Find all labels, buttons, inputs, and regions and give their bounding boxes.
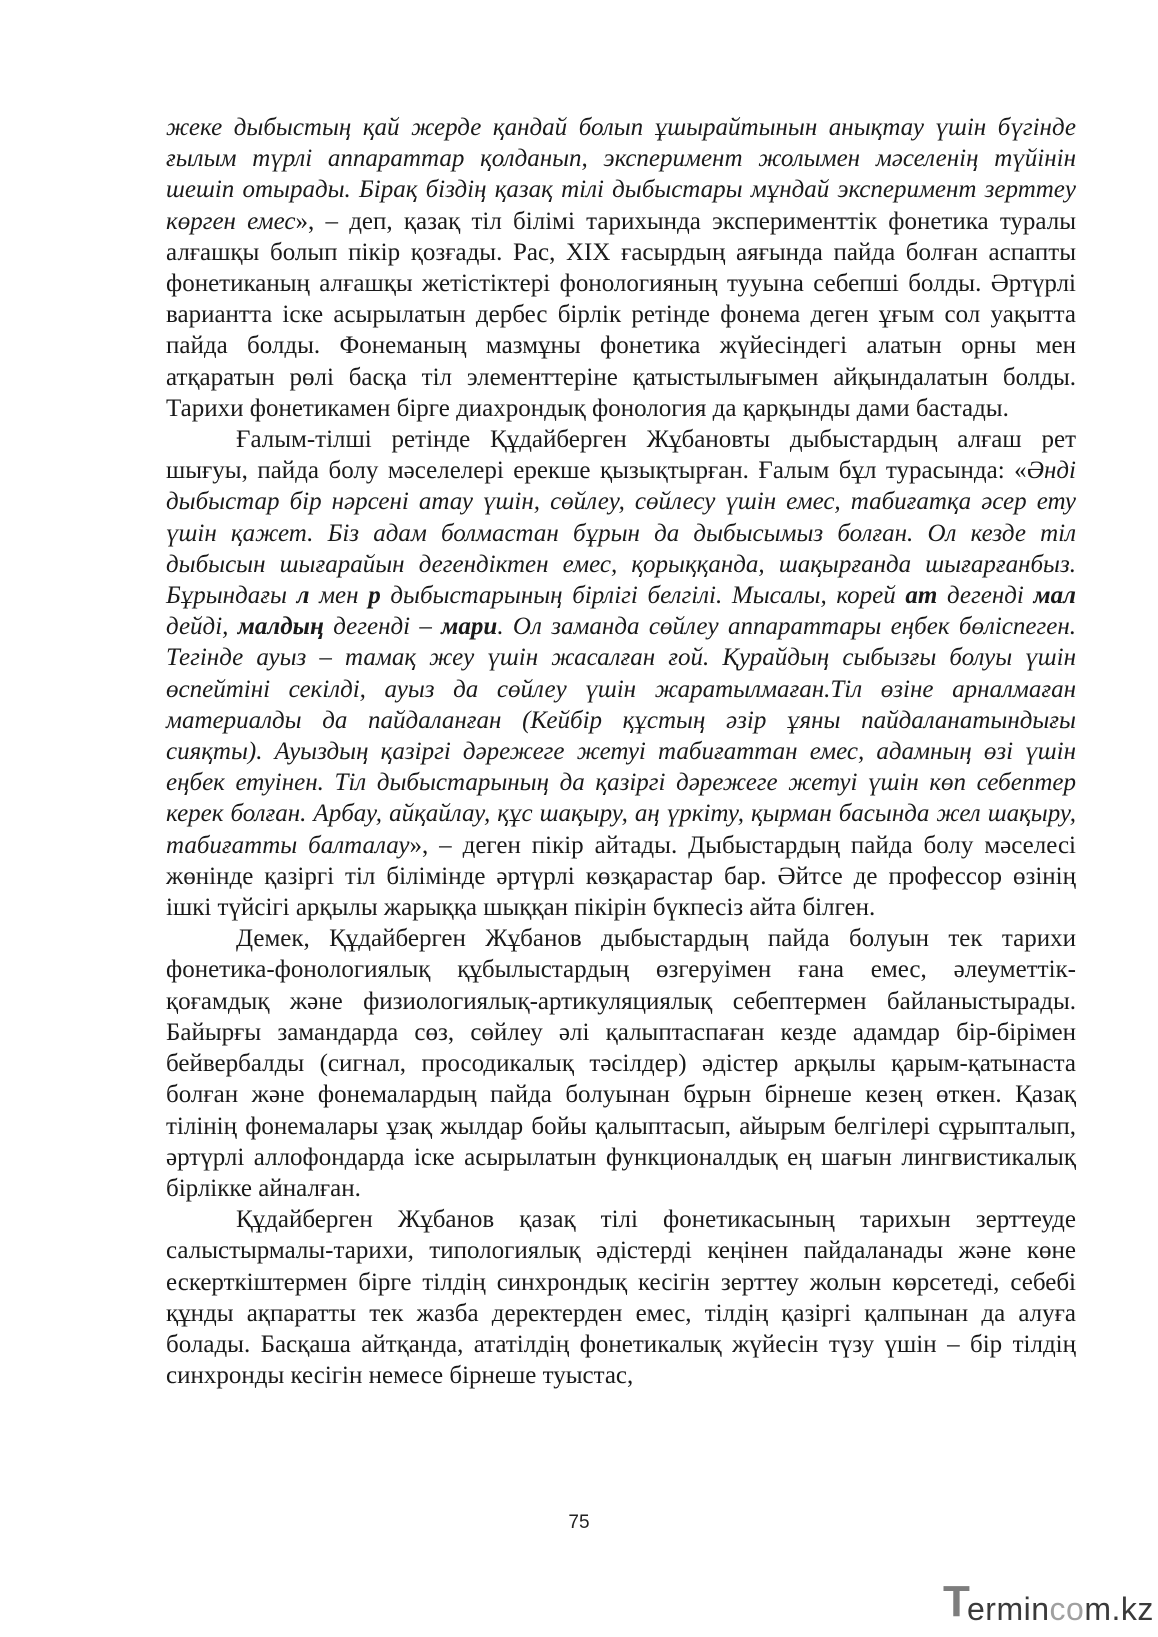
text-run: дейді, (166, 613, 238, 641)
paragraph (166, 1204, 1076, 1391)
text-run: дыбыстарының бірлігі белгілі. Мысалы, корей (380, 582, 906, 610)
text-run: мари (441, 613, 498, 641)
text-run: мен (309, 582, 369, 610)
text-run: малдың (237, 613, 324, 641)
paragraph (166, 424, 1076, 923)
page-number: 75 (568, 1512, 590, 1533)
text-run: жеке дыбыстың қай жерде қандай болып ұшырайтынын анықтау үшін бүгінде ғылым түрлі аппараттар қолданып, эксперимент жолымен мәселенің түйінін шешіп отырады. Бірақ біздің қазақ тілі дыбыстары мұндай эксперимент зерттеу көрген емес (166, 114, 1076, 235)
text-run: мал (1033, 582, 1076, 610)
text-run: Демек, Құдайберген Жұбанов дыбыстардың пайда болуын тек тарихи фонетика-фонологиялық құбылыстардың өзгеруімен ғана емес, әлеуметтік-қоғамдық және физиологиялық-артикуляциялық себептермен байланыстырады. Байырғы замандарда сөз, сөйлеу әлі қалыптаспаған кезде адамдар бір-бірімен бейвербалды (сигнал, просодикалық тәсілдер) әдістер арқылы қарым-қатынаста болған және фонемалардың пайда болуынан бұрын бірнеше кезең өткен. Қазақ тілінің фонемалары ұзақ жылдар бойы қалыптасып, айырым белгілері сұрыпталып, әртүрлі аллофондарда іске асырылатын функционалдық ең шағын лингвистикалық бірлікке айналған. (166, 925, 1076, 1202)
watermark-logo (943, 1577, 1154, 1630)
text-run: », – деген пікір айтады. Дыбыстардың пайда болу мәселесі жөнінде қазіргі тіл білімінде әртүрлі көзқарастар бар. Әйтсе де профессор өзінің ішкі түйсігі арқылы жарыққа шыққан пікірін бүкпесіз айта білген. (166, 831, 1076, 922)
text-run: р (368, 582, 381, 610)
text-run: Әнді дыбыстар бір нәрсені атау үшін, сөйлеу, сөйлесу үшін емес, табиғатқа әсер ету үшін қажет. Біз адам болмастан бұрын да дыбысымыз болған. Ол кезде тіл дыбысын шығарайын дегендіктен емес, қорыққанда, шақырғанда шығарғанбыз. Бұрындағы (166, 457, 1076, 610)
text-run: л (296, 582, 310, 610)
body-text (166, 112, 1076, 1391)
paragraph (166, 112, 1076, 424)
watermark-logo-text: ermincom.kz (967, 1591, 1154, 1627)
text-run: ат (905, 582, 938, 610)
text-run: Ғалым-тілші ретінде Құдайберген Жұбановты дыбыстардың алғаш рет шығуы, пайда болу мәселелері ерекше қызықтырған. Ғалым бұл турасында: « (166, 426, 1076, 485)
text-run: », – деп, қазақ тіл білімі тарихында эксперименттік фонетика туралы алғашқы болып пікір қозғады. Рас, XIX ғасырдың аяғында пайда болған аспапты фонетиканың алғашқы жетістіктері фонологияның тууына себепші болды. Әртүрлі вариантта іске асырылатын дербес бірлік ретінде фонема деген ұғым сол уақытта пайда болды. Фонеманың мазмұны фонетика жүйесіндегі алатын орны мен атқаратын рөлі басқа тіл элементтеріне қатыстылығымен айқындалатын болды. Тарихи фонетикамен бірге диахрондық фонология да қарқынды дами бастады. (166, 207, 1076, 422)
text-run: Құдайберген Жұбанов қазақ тілі фонетикасының тарихын зерттеуде салыстырмалы-тарихи, типологиялық әдістерді кеңінен пайдаланады және көне ескерткіштермен бірге тілдің синхрондық кесігін зерттеу жолын көрсетеді, себебі құнды ақпаратты тек жазба деректерден емес, тілдің қазіргі қалпынан да алуға болады. Басқаша айтқанда, ататілдің фонетикалық жүйесін түзу үшін – бір тілдің синхронды кесігін немесе бірнеше туыстас, (166, 1206, 1076, 1390)
text-run: дегенді (937, 582, 1034, 610)
paragraph (166, 923, 1076, 1204)
watermark-logo-mark: T (943, 1577, 970, 1626)
text-run: дегенді – (323, 613, 442, 641)
text-run: . Ол заманда сөйлеу аппараттары еңбек бөліспеген. Тегінде ауыз – тамақ жеу үшін жасалған ғой. Қурайдың сыбызғы болуы үшін өспейтіні секілді, ауыз да сөйлеу үшін жаратылмаған.Тіл өзіне арналмаған материалды да пайдаланған (Кейбір құстың әзір ұяны пайдаланатындығы сияқты). Ауыздың қазіргі дәрежеге жетуі табиғаттан емес, адамның өзі үшін еңбек етуінен. Тіл дыбыстарының да қазіргі дәрежеге жетуі үшін көп себептер керек болған. Арбау, айқайлау, құс шақыру, аң үркіту, қырман басында жел шақыру, табиғатты балталау (166, 613, 1076, 859)
